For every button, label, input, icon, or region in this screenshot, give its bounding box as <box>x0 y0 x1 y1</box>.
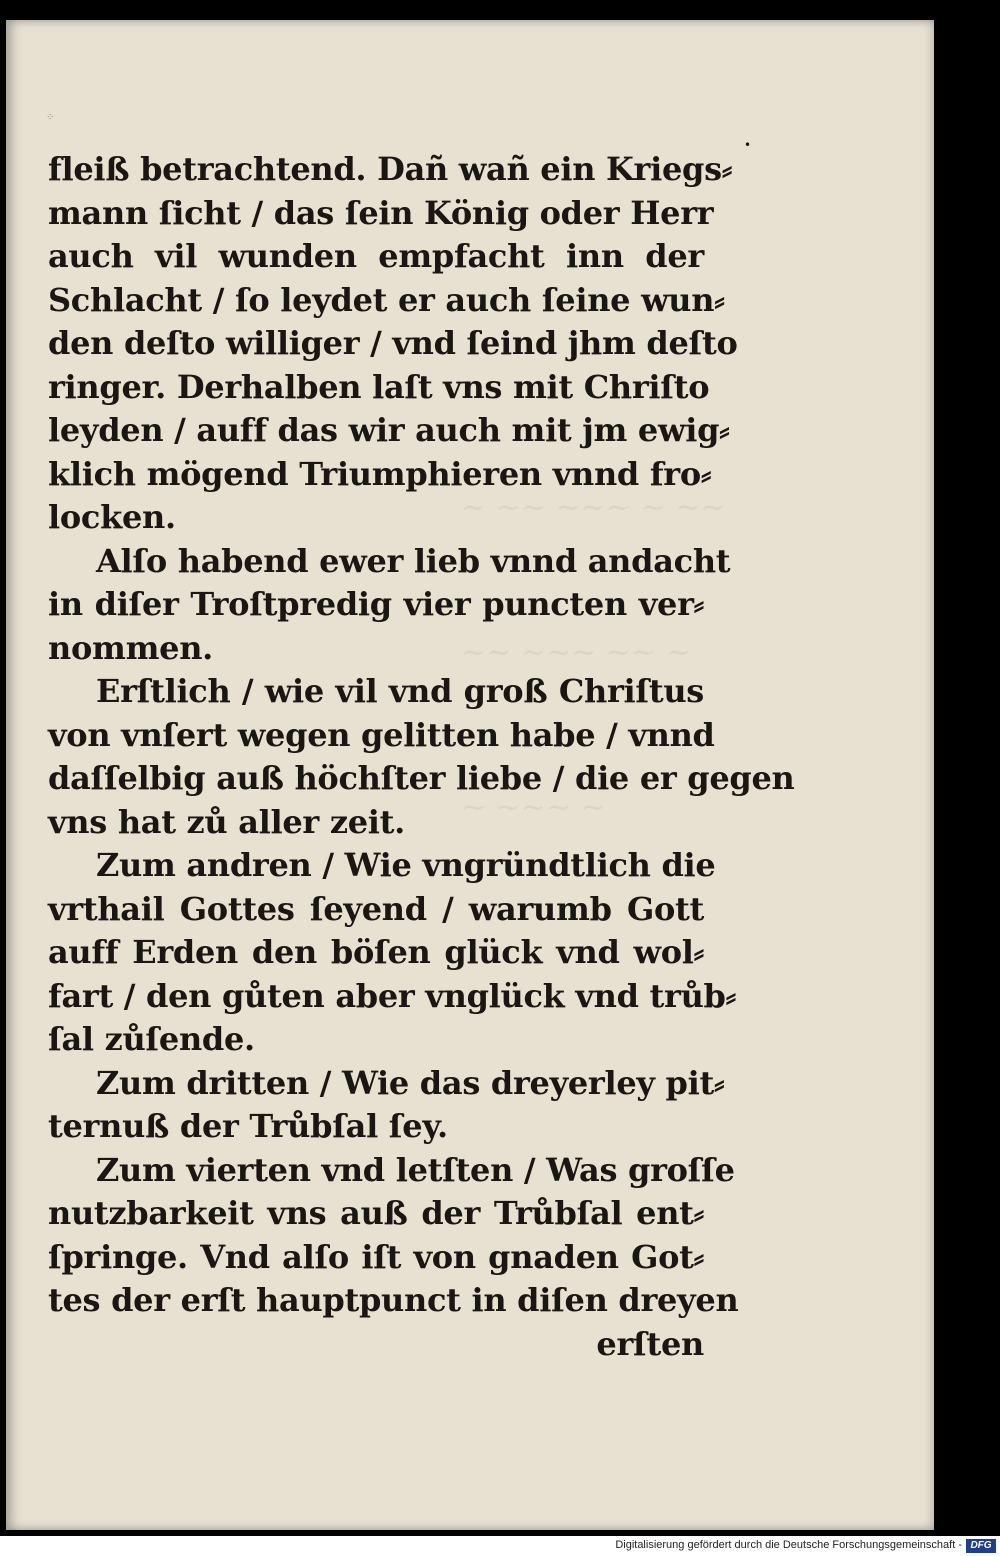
text-line: den deſto williger / vnd ſeind jhm deſto <box>48 324 738 362</box>
catchword: erſten <box>596 1324 704 1363</box>
text-line: vns hat zů aller zeit. <box>48 802 405 841</box>
book-page <box>6 20 934 1530</box>
text-line: locken. <box>48 498 176 536</box>
stray-mark: ⁘ <box>46 112 55 123</box>
paragraph-first-line: Zum andren / Wie vngründtlich die <box>96 846 716 884</box>
stray-mark: • <box>744 138 752 152</box>
text-line: von vnſert wegen gelitten habe / vnnd <box>48 715 715 754</box>
text-line: klich mögend Triumphieren vnnd fro⸗ <box>48 454 712 493</box>
text-line: auff Erden den böſen glück vnd wol⸗ <box>48 933 704 971</box>
text-line: in diſer Troſtpredig vier puncten ver⸗ <box>48 585 704 623</box>
text-block <box>48 148 795 1366</box>
paragraph-first-line: Erſtlich / wie vil vnd groß Chriſtus <box>96 672 704 710</box>
text-line: tes der erſt hauptpunct in diſen dreyen <box>48 1281 739 1319</box>
text-line: mann ſicht / das ſein König oder Herr <box>48 193 714 232</box>
text-line: daſſelbig auß höchſter liebe / die er gegen <box>48 759 795 797</box>
dfg-logo: DFG <box>966 1539 996 1553</box>
footer-bar <box>0 1536 1000 1556</box>
funding-credit: Digitalisierung gefördert durch die Deutsche Forschungsgemeinschaft - <box>615 1539 962 1551</box>
paragraph-first-line: Zum dritten / Wie das dreyerley pit⸗ <box>96 1063 725 1102</box>
paragraph-first-line: Zum vierten vnd letſten / Was groſſe <box>96 1150 735 1189</box>
paragraph-first-line: Alſo habend ewer lieb vnnd andacht <box>96 541 731 580</box>
text-line: ſpringe. Vnd alſo iſt von gnaden Got⸗ <box>48 1237 704 1276</box>
text-line: nutzbarkeit vns auß der Trůbſal ent⸗ <box>48 1194 704 1232</box>
text-line: fleiß betrachtend. Dañ wañ ein Kriegs⸗ <box>48 150 733 188</box>
text-line: ſal zůſende. <box>48 1020 255 1058</box>
text-line: ternuß der Trůbſal ſey. <box>48 1107 448 1145</box>
text-line: leyden / auff das wir auch mit jm ewig⸗ <box>48 411 730 449</box>
text-line: Schlacht / ſo leydet er auch ſeine wun⸗ <box>48 280 725 319</box>
text-line: nommen. <box>48 628 213 667</box>
text-line: ringer. Derhalben laſt vns mit Chriſto <box>48 367 710 406</box>
text-line: auch vil wunden empfacht inn der <box>48 237 704 275</box>
bleed-through-shadow: ~ ~~~ ~ <box>461 790 606 825</box>
bleed-through-shadow: ~~ ~~~ ~~ ~ <box>461 635 691 670</box>
text-line: vrthail Gottes ſeyend / warumb Gott <box>48 889 704 928</box>
text-line: fart / den gůten aber vnglück vnd trůb⸗ <box>48 976 736 1015</box>
bleed-through-shadow: ~ ~~ ~~~ ~ ~~ <box>461 490 726 525</box>
